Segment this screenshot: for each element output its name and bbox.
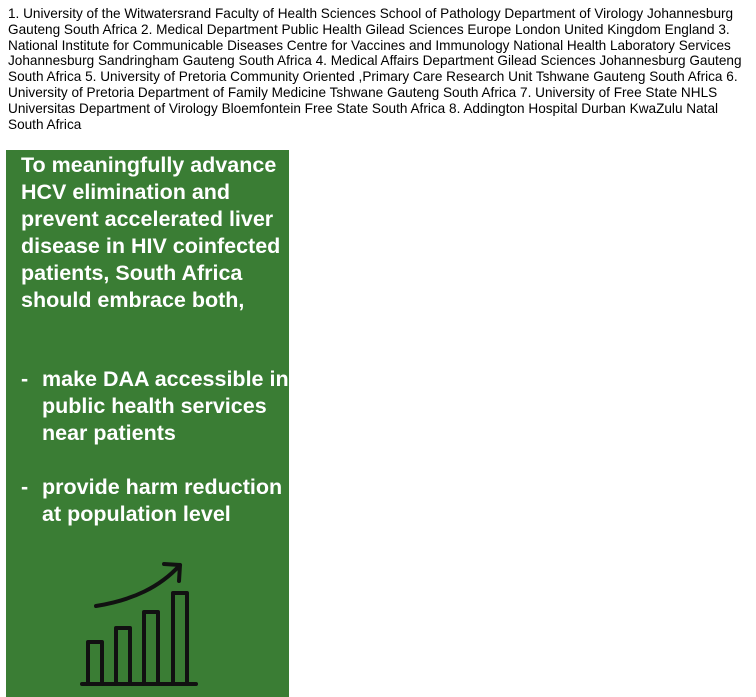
affiliations-text: 1. University of the Witwatersrand Faculty of Health Sciences School of Pathology Department of Virology Johannesburg Gauteng South Africa 2. Medical Department Public Health Gilead Sciences Europe London United Kingdom England 3. National Institute for Communicable Diseases Centre for Vaccines and Immunology National Health Laboratory Services Johannesburg Sandringham Gauteng South Africa 4. Medical Affairs Department Gilead Sciences Johannesburg Gauteng South Africa 5. University of Pretoria Community Oriented ,Primary Care Research Unit Tshwane Gauteng South Africa 6. University of Pretoria Department of Family Medicine Tshwane Gauteng South Africa 7. University of Free State NHLS Universitas Department of Virology Bloemfontein Free State South Africa 8. Addington Hospital Durban KwaZulu Natal South Africa <box>8 6 742 132</box>
key-message-panel <box>6 150 289 697</box>
action-text: make DAA accessible in public health services near patients <box>42 367 289 445</box>
action-bullet: - <box>21 367 29 391</box>
key-message: To meaningfully advance HCV elimination and prevent accelerated liver disease in HIV coinfected patients, South Africa should embrace both, <box>21 153 281 312</box>
action-bullet: - <box>21 475 29 499</box>
growth-bar-chart-icon <box>78 555 200 695</box>
action-text: provide harm reduction at population level <box>42 475 283 526</box>
